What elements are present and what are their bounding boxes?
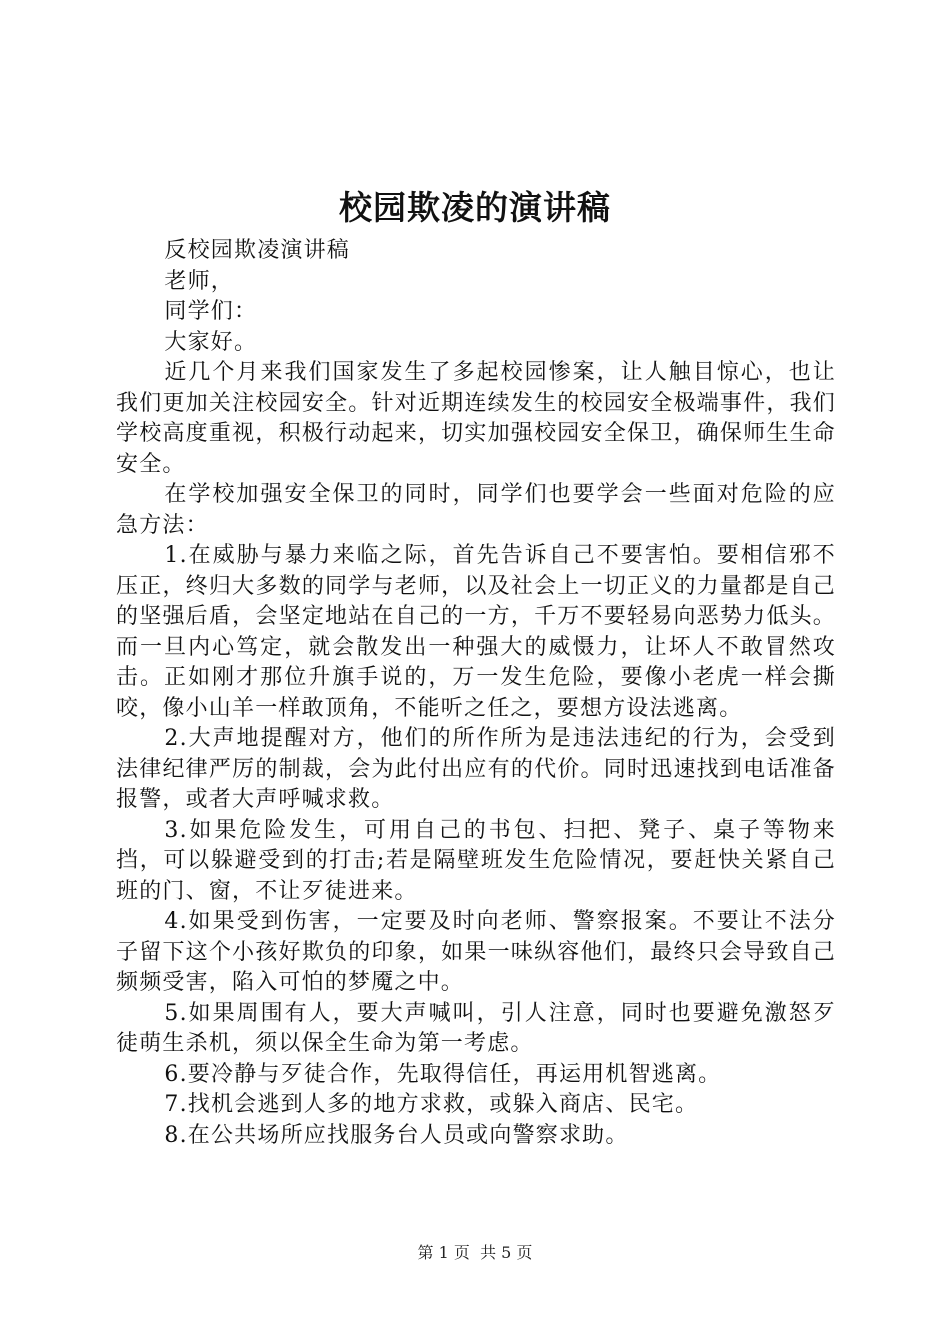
list-item: 7.找机会逃到人多的地方求救，或躲入商店、民宅。 — [164, 1092, 699, 1117]
list-item: 1.在威胁与暴力来临之际，首先告诉自己不要害怕。要相信邪不压正，终归大多数的同学与老师，以及社会上一切正义的力量都是自己的坚强后盾，会坚定地站在自己的一方，千万不要轻易向恶势力低头。而一旦内心笃定，就会散发出一种强大的威慑力，让坏人不敢冒然攻击。正如刚才那位升旗手说的，万一发生危险，要像小老虎一样会撕咬，像小山羊一样敢顶角，不能听之任之，要想方设法逃离。 — [116, 543, 836, 721]
page-number: 第 1 页 — [417, 1243, 470, 1262]
list-item: 3.如果危险发生，可用自己的书包、扫把、凳子、桌子等物来挡，可以躲避受到的打击;若是隔壁班发生危险情况，要赶快关紧自己班的门、窗，不让歹徒进来。 — [116, 817, 836, 904]
list-item: 6.要冷静与歹徒合作，先取得信任，再运用机智逃离。 — [164, 1061, 722, 1087]
paragraph: 近几个月来我们国家发生了多起校园惨案，让人触目惊心，也让我们更加关注校园安全。针对近期连续发生的校园安全极端事件，我们学校高度重视，积极行动起来，切实加强校园安全保卫，确保师生生命安全。 — [116, 360, 836, 477]
paragraph-salutation-students: 同学们： — [164, 299, 258, 324]
list-item: 4.如果受到伤害，一定要及时向老师、警察报案。不要让不法分子留下这个小孩好欺负的印象，如果一味纵容他们，最终只会导致自己频频受害，陷入可怕的梦魇之中。 — [116, 909, 836, 995]
list-item: 2.大声地提醒对方，他们的所作所为是违法违纪的行为，会受到法律纪律严厉的制裁，会为此付出应有的代价。同时迅速找到电话准备报警，或者大声呼喊求救。 — [116, 726, 836, 812]
page-total: 共 5 页 — [480, 1243, 533, 1262]
list-item: 8.在公共场所应找服务台人员或向警察求助。 — [164, 1122, 629, 1148]
paragraph-subtitle: 反校园欺凌演讲稿 — [164, 238, 350, 263]
paragraph-greeting: 大家好。 — [164, 329, 258, 355]
paragraph-salutation-teachers: 老师， — [164, 268, 234, 294]
document-title: 校园欺凌的演讲稿 — [339, 188, 611, 227]
page-footer — [0, 1241, 950, 1265]
document-body — [116, 236, 836, 1151]
paragraph: 在学校加强安全保卫的同时，同学们也要学会一些面对危险的应急方法： — [116, 482, 836, 538]
list-item: 5.如果周围有人，要大声喊叫，引人注意，同时也要避免激怒歹徒萌生杀机，须以保全生命为第一考虑。 — [116, 1000, 836, 1056]
